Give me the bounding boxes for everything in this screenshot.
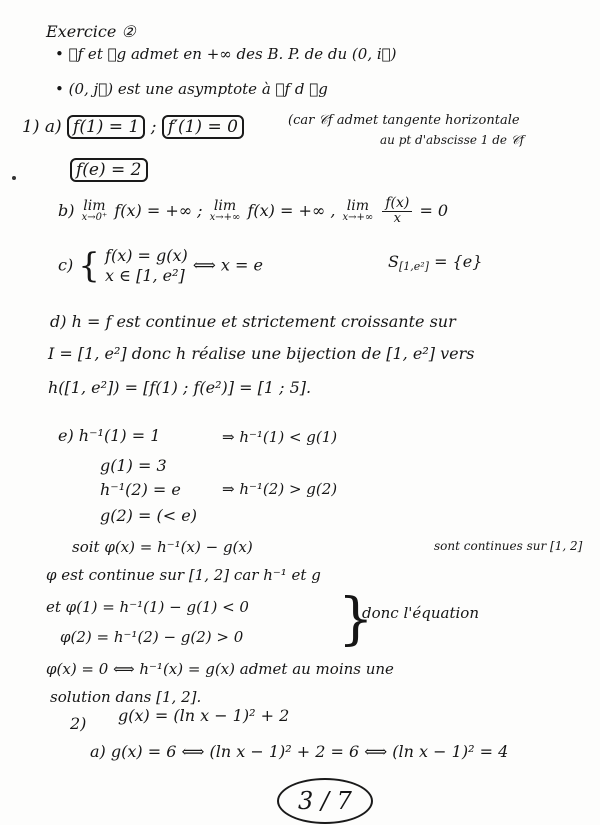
- q1b-row: [58, 196, 448, 227]
- intro-line-2: • (0, j⃗) est une asymptote à 𝒞f d 𝒞g: [55, 80, 328, 98]
- lim3-word: lim: [346, 198, 369, 215]
- solution-set-interval: [1,e²]: [398, 260, 429, 273]
- q1b-expr-1: f(x) = +∞ ;: [114, 200, 203, 220]
- limit-at-zero: [82, 199, 108, 223]
- lim1-sub: x→0⁺: [81, 212, 108, 224]
- q2-definition: g(x) = (ln x − 1)² + 2: [118, 706, 290, 725]
- fraction-f-over-x: [382, 196, 412, 227]
- q1e-line-2: g(1) = 3: [100, 456, 167, 475]
- limit-at-infinity-2: [343, 199, 374, 223]
- q1e-line-4: g(2) = (< e): [100, 506, 197, 525]
- system-line-1: f(x) = g(x): [105, 246, 188, 265]
- q2a-row: [90, 744, 508, 760]
- q1e-note-continuous: sont continues sur [1, 2]: [434, 539, 583, 553]
- q1e-line-10: solution dans [1, 2].: [50, 688, 202, 706]
- system-equations: [105, 246, 188, 286]
- q1a-separator: ;: [150, 117, 157, 137]
- q1a-note-line-2: au pt d'abscisse 1 de 𝒞f: [380, 133, 525, 147]
- lim2-sub: x→+∞: [209, 212, 241, 224]
- q1a-label: 1) a): [22, 117, 62, 137]
- q1b-label: b): [58, 200, 75, 220]
- lim3-sub: x→+∞: [342, 212, 374, 224]
- limit-at-infinity-1: [210, 199, 241, 223]
- q1c-equivalence: ⟺ x = e: [192, 255, 263, 275]
- q1e-line-6: φ est continue sur [1, 2] car h⁻¹ et g: [46, 566, 321, 584]
- q1c-row: [58, 246, 263, 286]
- q1e-line-5: soit φ(x) = h⁻¹(x) − g(x): [72, 538, 253, 556]
- boxed-f-of-e-text: f(e) = 2: [70, 158, 148, 182]
- exercise-title: Exercice ②: [46, 22, 136, 41]
- q1e-arrow-2: ⇒ h⁻¹(2) > g(2): [222, 480, 338, 498]
- system-line-2: x ∈ [1, e²]: [105, 266, 185, 285]
- solution-set-symbol: S: [388, 252, 399, 271]
- solution-set-value: = {e}: [434, 252, 483, 271]
- q1e-line-1: e) h⁻¹(1) = 1: [58, 426, 161, 445]
- lim2-word: lim: [213, 198, 237, 215]
- system-brace: {: [78, 246, 100, 286]
- q1d-line-3: h([1, e²]) = [f(1) ; f(e²)] = [1 ; 5].: [48, 378, 312, 397]
- q1e-line-9: φ(x) = 0 ⟺ h⁻¹(x) = g(x) admet au moins une: [46, 660, 394, 678]
- q1d-line-2: I = [1, e²] donc h réalise une bijection de [1, e²] vers: [48, 344, 475, 363]
- frac-numerator: f(x): [382, 196, 412, 212]
- q1b-expr-2: f(x) = +∞ ,: [247, 200, 336, 220]
- q1e-brace-note: donc l'équation: [362, 604, 479, 622]
- q1e-line-7: et φ(1) = h⁻¹(1) − g(1) < 0: [46, 598, 249, 616]
- page-number: 3 / 7: [277, 778, 373, 824]
- intro-line-1: • 𝒞f et 𝒞g admet en +∞ des B. P. de du (0, i⃗): [55, 45, 397, 63]
- q1d-line-1: d) h = f est continue et strictement croissante sur: [50, 312, 456, 331]
- boxed-f-of-e: [70, 162, 148, 179]
- q1b-expr-3: = 0: [419, 200, 449, 220]
- q1a-row: [22, 119, 244, 136]
- boxed-f-of-1: f(1) = 1: [67, 115, 145, 139]
- q1a-note-line-1: (car 𝒞f admet tangente horizontale: [288, 113, 520, 128]
- q1e-arrow-1: ⇒ h⁻¹(1) < g(1): [222, 428, 338, 446]
- q1e-line-8: φ(2) = h⁻¹(2) − g(2) > 0: [60, 628, 244, 646]
- q2a-label: a): [90, 742, 106, 761]
- lim1-word: lim: [83, 198, 106, 215]
- boxed-f-prime-of-1: f′(1) = 0: [162, 115, 244, 139]
- solution-set: [388, 252, 483, 273]
- q1c-label: c): [58, 255, 74, 275]
- q2a-expression: g(x) = 6 ⟺ (ln x − 1)² + 2 = 6 ⟺ (ln x − 1)² = 4: [110, 742, 509, 761]
- q1e-line-3: h⁻¹(2) = e: [100, 480, 181, 499]
- closing-brace: }: [338, 587, 374, 652]
- q2-label: 2): [70, 714, 87, 733]
- ink-mark: [12, 176, 16, 180]
- frac-denominator: x: [393, 211, 401, 227]
